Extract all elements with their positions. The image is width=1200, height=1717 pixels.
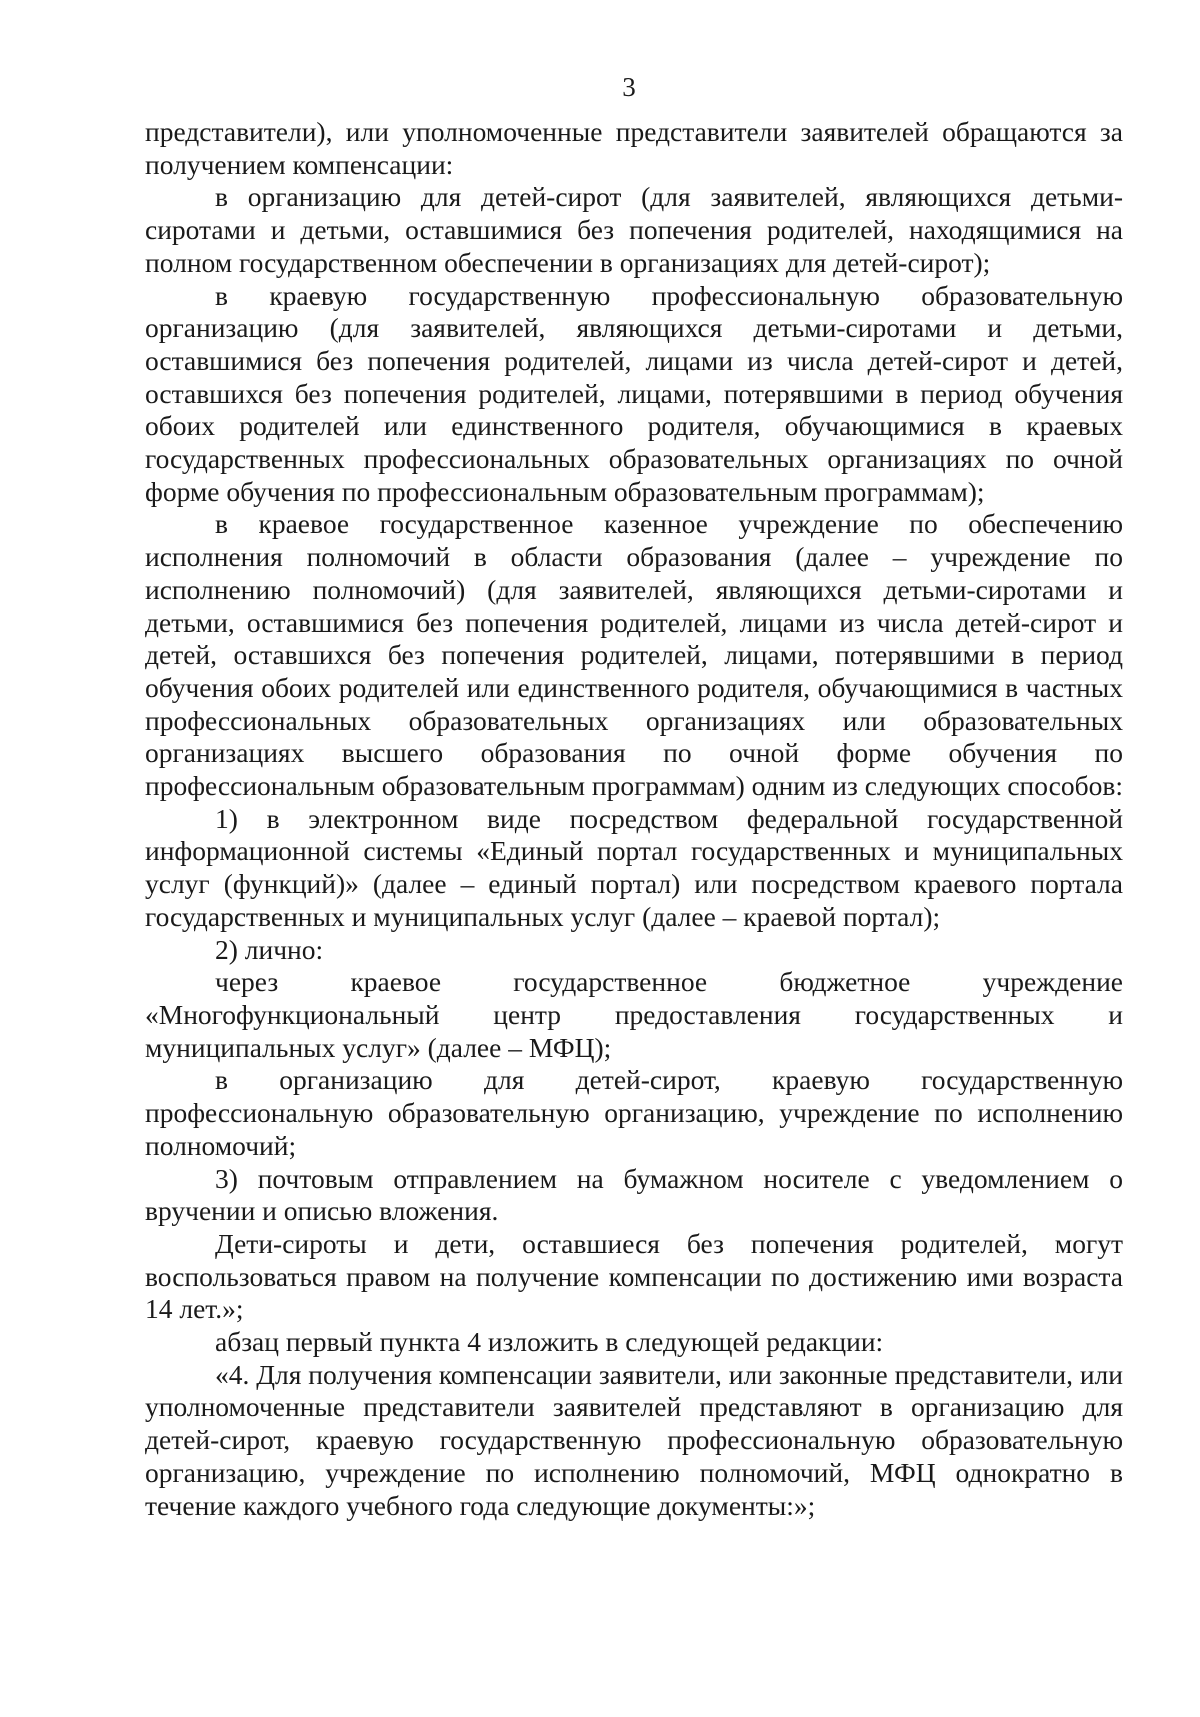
paragraph: через краевое государственное бюджетное учреждение «Многофункциональный центр предоставления государственных и муниципальных услуг» (далее – МФЦ); [145, 966, 1123, 1063]
paragraph: «4. Для получения компенсации заявители, или законные представители, или уполномоченные представители заявителей представляют в организацию для детей-сирот, краевую государственную профессиональную образовательную организацию, учреждение по исполнению полномочий, МФЦ однократно в течение каждого учебного года следующие документы:»; [145, 1358, 1123, 1521]
paragraph: в организацию для детей-сирот, краевую государственную профессиональную образовательную организацию, учреждение по исполнению полномочий; [145, 1064, 1123, 1161]
list-item: 2) лично: [215, 933, 324, 965]
list-item: 3) почтовым отправлением на бумажном носителе с уведомлением о вручении и описью вложения. [145, 1162, 1123, 1227]
paragraph: представители), или уполномоченные представители заявителей обращаются за получением компенсации: [145, 116, 1123, 180]
paragraph: в краевое государственное казенное учреждение по обеспечению исполнения полномочий в области образования (далее – учреждение по исполнению полномочий) (для заявителей, являющихся детьми-сиротами и детьми, оставшимися без попечения родителей, лицами из числа детей-сирот и детей, оставшихся без попечения родителей, лицами, потерявшими в период обучения обоих родителей или единственного родителя, обучающимися в частных профессиональных образовательных организациях или образовательных организациях высшего образования по очной форме обучения по профессиональным образовательным программам) одним из следующих способов: [145, 508, 1124, 802]
list-item: 1) в электронном виде посредством федеральной государственной информационной системы «Единый портал государственных и муниципальных услуг (функций)» (далее – единый портал) или посредством краевого портала государственных и муниципальных услуг (далее – краевой портал); [145, 802, 1123, 932]
paragraph: в организацию для детей-сирот (для заявителей, являющихся детьми-сиротами и детьми, оставшимися без попечения родителей, находящимися на полном государственном обеспечении в организациях для детей-сирот); [145, 181, 1123, 278]
paragraph: Дети-сироты и дети, оставшиеся без попечения родителей, могут воспользоваться правом на получение компенсации по достижению ими возраста 14 лет.»; [145, 1227, 1123, 1325]
page-number: 3 [622, 72, 636, 102]
document-body [145, 116, 1123, 1522]
paragraph: в краевую государственную профессиональную образовательную организацию (для заявителей, являющихся детьми-сиротами и детьми, оставшимися без попечения родителей, лицами из числа детей-сирот и детей, оставшихся без попечения родителей, лицами, потерявшими в период обучения обоих родителей или единственного родителя, обучающимися в краевых государственных профессиональных образовательных организациях по очной форме обучения по профессиональным образовательным программам); [145, 279, 1123, 507]
paragraph: абзац первый пункта 4 изложить в следующей редакции: [215, 1326, 884, 1358]
